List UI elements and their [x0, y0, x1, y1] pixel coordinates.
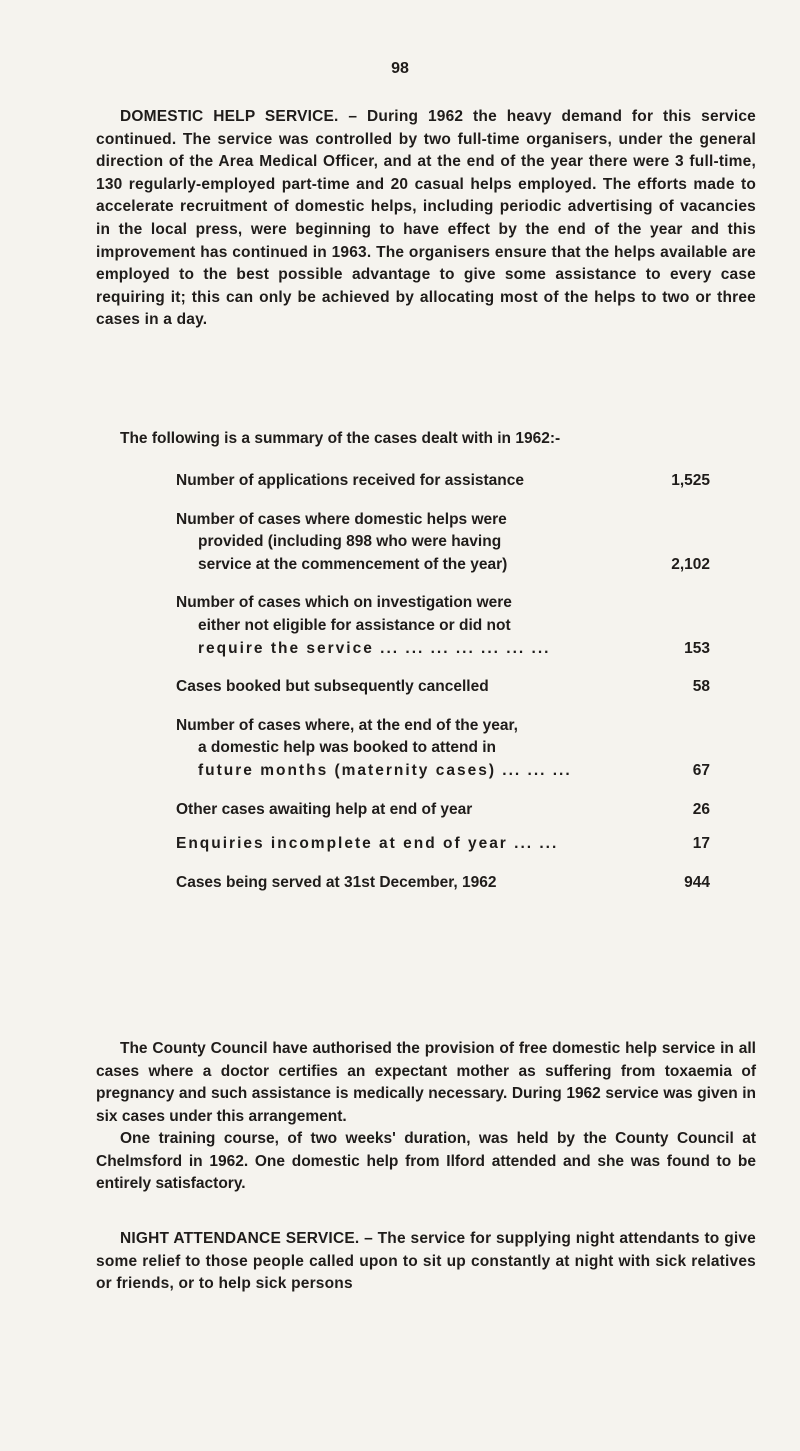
summary-value: 26 [692, 800, 710, 818]
summary-row-maternity [176, 715, 716, 783]
domestic-help-paragraph [96, 106, 756, 332]
summary-label-line: service at the commencement of the year) [198, 555, 508, 573]
summary-row-not-eligible [176, 592, 716, 660]
summary-value: 944 [684, 873, 710, 891]
summary-value: 153 [684, 639, 710, 657]
summary-row-cases-provided [176, 509, 716, 577]
summary-row-being-served [176, 872, 716, 895]
summary-value: 58 [692, 678, 710, 696]
summary-label-line: either not eligible for assistance or did not [198, 616, 511, 634]
domestic-help-text: During 1962 the heavy demand for this service continued. The service was controlled by two full-time organisers, under the general direction of the Area Medical Officer, and at the end of the year there were 3 full-time, 130 regularly-employed part-time and 20 casual helps employed. The efforts made to accelerate recruitment of domestic helps, including periodic advertising of vacancies in the local press, were beginning to have effect by the end of the year and this improvement has continued in 1963. The organisers ensure that the helps available are employed to the best possible advantage to give some assistance to every case requiring it; this can only be achieved by allocating most of the helps to two or three cases in a day. [96, 108, 756, 329]
summary-value: 67 [692, 761, 710, 779]
summary-label-line: Number of cases where domestic helps were [176, 510, 507, 528]
summary-label-line: Other cases awaiting help at end of year [176, 800, 473, 818]
summary-label-line: Enquiries incomplete at end of year ... ... [176, 835, 559, 853]
domestic-help-heading: DOMESTIC HELP SERVICE. – [120, 108, 358, 125]
summary-value: 2,102 [671, 555, 710, 573]
summary-label-line: Cases being served at 31st December, 1962 [176, 873, 497, 891]
summary-label-line: provided (including 898 who were having [198, 533, 502, 551]
summary-label-line: Number of cases which on investigation were [176, 594, 512, 612]
summary-label-line: Number of applications received for assistance [176, 472, 525, 489]
summary-label-line: require the service ... ... ... ... ... ... ... [198, 639, 551, 657]
county-council-paragraph: The County Council have authorised the provision of free domestic help service in all cases where a doctor certifies an expectant mother as suffering from toxaemia of pregnancy and such assistance is medically necessary. During 1962 service was given in six cases under this arrangement. [96, 1040, 756, 1125]
summary-value: 1,525 [671, 472, 710, 489]
summary-table [176, 470, 716, 894]
summary-label-line: a domestic help was booked to attend in [198, 739, 496, 757]
summary-row-awaiting [176, 799, 716, 822]
training-paragraph: One training course, of two weeks' duration, was held by the County Council at Chelmsford in 1962. One domestic help from Ilford attended and she was found to be entirely satisfactory. [96, 1130, 756, 1193]
summary-row-enquiries [176, 833, 716, 856]
summary-label-line: future months (maternity cases) ... ... ... [198, 761, 572, 779]
night-attendance-paragraph [96, 1228, 756, 1296]
summary-intro: The following is a summary of the cases dealt with in 1962:- [120, 430, 561, 447]
night-attendance-text: The service for supplying night attendants to give some relief to those people called upon to sit up constantly at night with sick relatives or friends, or to help sick persons [96, 1230, 757, 1293]
summary-value: 17 [692, 835, 710, 853]
summary-label-line: Cases booked but subsequently cancelled [176, 678, 489, 696]
night-attendance-heading: NIGHT ATTENDANCE SERVICE. – [120, 1230, 373, 1247]
page-number: 98 [391, 60, 409, 77]
summary-row-applications [176, 470, 716, 493]
summary-row-cancelled [176, 676, 716, 699]
summary-label-line: Number of cases where, at the end of the year, [176, 716, 518, 734]
